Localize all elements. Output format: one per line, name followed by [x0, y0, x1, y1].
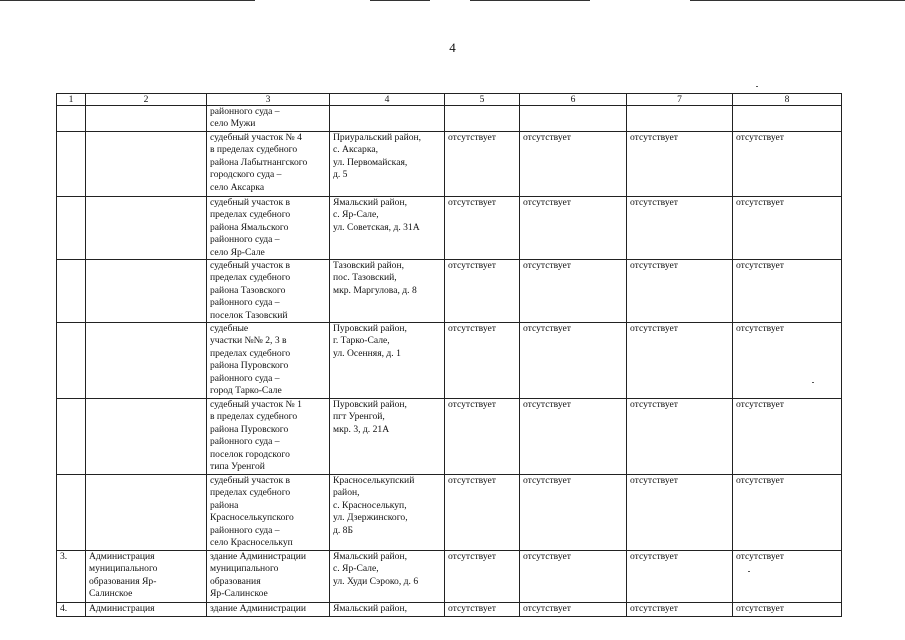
data-table: [56, 93, 842, 617]
organization-cell: Администрация: [86, 603, 207, 617]
building-cell: судебный участок в пределах судебного района Тазовского районного суда – поселок Тазовский: [207, 260, 330, 323]
table-row: [57, 551, 842, 603]
col6-cell: отсутствует: [520, 399, 627, 475]
col6-cell: отсутствует: [520, 323, 627, 399]
building-cell: судебный участок № 1 в пределах судебного района Пуровского районного суда – поселок городского типа Уренгой: [207, 399, 330, 475]
scan-speck: [756, 86, 758, 87]
address-cell: Пуровский район, пгт Уренгой, мкр. 3, д. 21А: [330, 399, 445, 475]
col7-cell: отсутствует: [627, 475, 733, 551]
organization-cell: [86, 399, 207, 475]
col5-cell: отсутствует: [445, 260, 520, 323]
table-row: [57, 603, 842, 617]
row-number: [57, 475, 86, 551]
address-cell: [330, 106, 445, 132]
organization-cell: Администрация муниципального образования Яр- Салинское: [86, 551, 207, 603]
page-number: 4: [449, 40, 456, 55]
building-cell: районного суда – село Мужи: [207, 106, 330, 132]
table-row: [57, 106, 842, 132]
organization-cell: [86, 475, 207, 551]
row-number: [57, 132, 86, 197]
building-cell: судебный участок в пределах судебного района Красноселькупского районного суда – село Красноселькуп: [207, 475, 330, 551]
column-number-row: [57, 94, 842, 106]
scan-speck: [748, 571, 750, 572]
column-number: 4: [330, 94, 445, 106]
column-number: 7: [627, 94, 733, 106]
column-number: 1: [57, 94, 86, 106]
col8-cell: отсутствует: [733, 132, 842, 197]
organization-cell: [86, 323, 207, 399]
col6-cell: отсутствует: [520, 197, 627, 260]
column-number: 3: [207, 94, 330, 106]
col6-cell: отсутствует: [520, 551, 627, 603]
col8-cell: отсутствует: [733, 475, 842, 551]
scan-edge: [0, 0, 905, 2]
col7-cell: [627, 106, 733, 132]
organization-cell: [86, 260, 207, 323]
table-row: [57, 197, 842, 260]
column-number: 6: [520, 94, 627, 106]
col8-cell: отсутствует: [733, 197, 842, 260]
row-number: [57, 197, 86, 260]
table-row: [57, 323, 842, 399]
col8-cell: отсутствует: [733, 551, 842, 603]
col7-cell: отсутствует: [627, 323, 733, 399]
address-cell: Пуровский район, г. Тарко-Сале, ул. Осенняя, д. 1: [330, 323, 445, 399]
table-row: [57, 475, 842, 551]
address-cell: Тазовский район, пос. Тазовский, мкр. Маргулова, д. 8: [330, 260, 445, 323]
table-row: [57, 399, 842, 475]
address-cell: Ямальский район, с. Яр-Сале, ул. Худи Сэроко, д. 6: [330, 551, 445, 603]
column-number: 5: [445, 94, 520, 106]
building-cell: судебный участок в пределах судебного района Ямальского районного суда – село Яр-Сале: [207, 197, 330, 260]
col5-cell: отсутствует: [445, 551, 520, 603]
organization-cell: [86, 132, 207, 197]
col7-cell: отсутствует: [627, 603, 733, 617]
col6-cell: [520, 106, 627, 132]
column-number: 2: [86, 94, 207, 106]
col5-cell: [445, 106, 520, 132]
col6-cell: отсутствует: [520, 603, 627, 617]
row-number: [57, 106, 86, 132]
col7-cell: отсутствует: [627, 551, 733, 603]
scan-speck: [812, 382, 814, 383]
col7-cell: отсутствует: [627, 132, 733, 197]
address-cell: Ямальский район,: [330, 603, 445, 617]
address-cell: Ямальский район, с. Яр-Сале, ул. Советская, д. 31А: [330, 197, 445, 260]
col6-cell: отсутствует: [520, 260, 627, 323]
col6-cell: отсутствует: [520, 132, 627, 197]
organization-cell: [86, 106, 207, 132]
col8-cell: отсутствует: [733, 399, 842, 475]
col7-cell: отсутствует: [627, 260, 733, 323]
col8-cell: [733, 106, 842, 132]
col5-cell: отсутствует: [445, 197, 520, 260]
col5-cell: отсутствует: [445, 475, 520, 551]
row-number: 3.: [57, 551, 86, 603]
column-number: 8: [733, 94, 842, 106]
col5-cell: отсутствует: [445, 132, 520, 197]
building-cell: судебные участки №№ 2, 3 в пределах судебного района Пуровского районного суда – город Тарко-Сале: [207, 323, 330, 399]
col8-cell: отсутствует: [733, 260, 842, 323]
row-number: 4.: [57, 603, 86, 617]
table-row: [57, 132, 842, 197]
row-number: [57, 323, 86, 399]
col8-cell: отсутствует: [733, 603, 842, 617]
address-cell: Красноселькупский район, с. Красноселькуп, ул. Дзержинского, д. 8Б: [330, 475, 445, 551]
building-cell: судебный участок № 4 в пределах судебного района Лабытнангского городского суда – село Аксарка: [207, 132, 330, 197]
row-number: [57, 260, 86, 323]
table-row: [57, 260, 842, 323]
col7-cell: отсутствует: [627, 399, 733, 475]
col7-cell: отсутствует: [627, 197, 733, 260]
address-cell: Приуральский район, с. Аксарка, ул. Первомайская, д. 5: [330, 132, 445, 197]
col5-cell: отсутствует: [445, 603, 520, 617]
row-number: [57, 399, 86, 475]
organization-cell: [86, 197, 207, 260]
building-cell: здание Администрации: [207, 603, 330, 617]
col5-cell: отсутствует: [445, 323, 520, 399]
col5-cell: отсутствует: [445, 399, 520, 475]
col8-cell: отсутствует: [733, 323, 842, 399]
building-cell: здание Администрации муниципального образования Яр-Салинское: [207, 551, 330, 603]
col6-cell: отсутствует: [520, 475, 627, 551]
